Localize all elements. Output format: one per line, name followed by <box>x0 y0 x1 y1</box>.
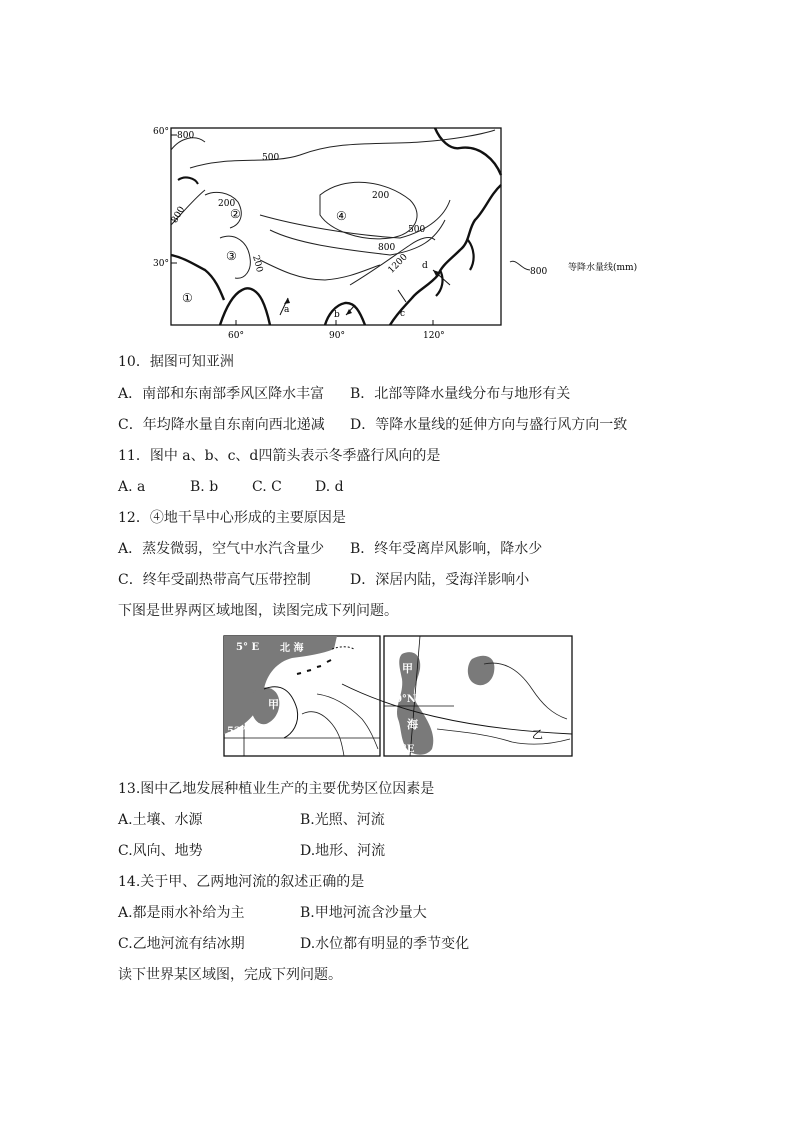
section-intro-2: 下图是世界两区域地图，读图完成下列问题。 <box>118 603 398 619</box>
asia-precipitation-map <box>150 120 660 340</box>
arrow-label-d: d <box>422 261 428 271</box>
isohyet-label: 500 <box>408 225 426 235</box>
coastline-southeast <box>325 303 365 325</box>
region-4: ④ <box>336 209 347 223</box>
section-intro-3: 读下世界某区域图，完成下列问题。 <box>118 967 342 983</box>
q10-option-d: D．等降水量线的延伸方向与盛行风方向一致 <box>350 417 628 433</box>
q13-option-b: B.光照、河流 <box>300 812 385 828</box>
q12-option-d: D．深居内陆，受海洋影响小 <box>350 572 530 588</box>
legend-value: 800 <box>530 267 548 277</box>
q14-stem: 14.关于甲、乙两地河流的叙述正确的是 <box>118 874 365 890</box>
left-region-label: 甲 <box>268 698 279 711</box>
q11-option-a: A. a <box>118 479 146 495</box>
q10-stem: 10．据图可知亚洲 <box>118 354 234 370</box>
q14-option-d: D.水位都有明显的季节变化 <box>300 936 470 952</box>
q14-option-c: C.乙地河流有结冰期 <box>118 936 245 952</box>
coastline-north <box>435 128 501 175</box>
q11-option-d: D. d <box>315 479 344 495</box>
arrow-label-c: c <box>400 309 406 319</box>
legend-text: 等降水量线(mm) <box>568 263 638 273</box>
right-lon-label: 50°E <box>388 744 415 755</box>
q12-option-b: B．终年受离岸风影响，降水少 <box>350 541 543 557</box>
isohyet-500-north <box>190 130 495 168</box>
q11-option-b: B. b <box>190 479 219 495</box>
q13-option-c: C.风向、地势 <box>118 843 203 859</box>
right-region2-label: 乙 <box>532 728 543 741</box>
lon-label-60: 60° <box>228 331 244 340</box>
right-region-label: 甲 <box>402 662 413 675</box>
isohyet-label: 800 <box>177 131 195 141</box>
left-lon-label: 5° E <box>236 642 260 653</box>
legend-line <box>510 261 530 270</box>
coastline-caspian <box>178 177 198 184</box>
coastline-west <box>171 255 224 300</box>
region-2: ② <box>230 207 241 221</box>
isohyet-label: 200 <box>218 199 236 209</box>
isohyet-label: 200 <box>372 191 390 201</box>
q11-option-c: C. C <box>252 479 282 495</box>
arrow-c <box>398 290 406 302</box>
q11-stem: 11．图中 a、b、c、d四箭头表示冬季盛行风向的是 <box>118 448 441 464</box>
right-sea-label: 海 <box>407 718 418 731</box>
left-sea-label: 北 海 <box>280 643 304 654</box>
isohyet-label: 800 <box>169 205 188 225</box>
q13-option-d: D.地形、河流 <box>300 843 386 859</box>
q14-option-a: A.都是雨水补给为主 <box>118 905 245 921</box>
two-regions-map <box>222 634 574 760</box>
lat-label-60: 60° <box>153 127 169 137</box>
lon-label-120: 120° <box>423 331 445 340</box>
q10-option-b: B．北部等降水量线分布与地形有关 <box>350 386 571 402</box>
q12-option-a: A．蒸发微弱，空气中水汽含量少 <box>118 541 325 557</box>
coastline-east <box>390 185 501 325</box>
region-3: ③ <box>226 249 237 263</box>
arrow-label-a: a <box>284 305 290 315</box>
isohyet-label: 1200 <box>386 252 410 276</box>
isohyet-label: 800 <box>378 243 396 253</box>
q13-option-a: A.土壤、水源 <box>118 812 203 828</box>
lon-label-90: 90° <box>329 331 345 340</box>
q14-option-b: B.甲地河流含沙量大 <box>300 905 427 921</box>
q10-option-a: A．南部和东南部季风区降水丰富 <box>118 386 325 402</box>
coastline-south-india <box>220 288 270 325</box>
lat-label-30: 30° <box>153 259 169 269</box>
isohyet-label: 200 <box>250 254 265 274</box>
isohyet-label: 500 <box>262 153 280 163</box>
q10-option-c: C．年均降水量自东南向西北递减 <box>118 417 325 433</box>
q12-stem: 12．④地干旱中心形成的主要原因是 <box>118 510 346 526</box>
q13-stem: 13.图中乙地发展种植业生产的主要优势区位因素是 <box>118 781 435 797</box>
q12-option-c: C．终年受副热带高气压带控制 <box>118 572 311 588</box>
right-lat-label: 40°N <box>388 694 417 705</box>
region-1: ① <box>182 291 193 305</box>
arrow-label-b: b <box>334 310 340 320</box>
left-lat-label: 52° N <box>227 726 259 737</box>
